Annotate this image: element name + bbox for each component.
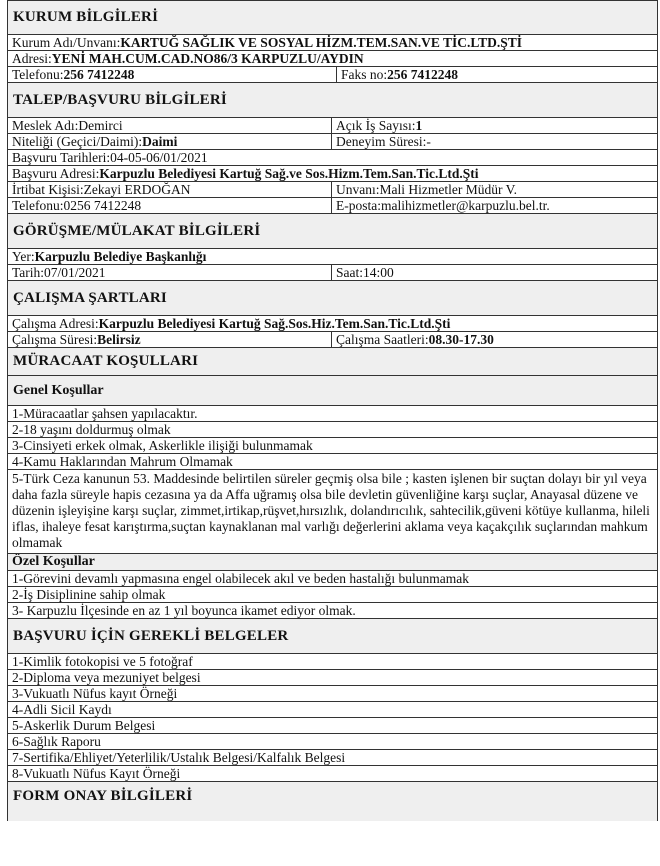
gorusme-saat: Saat:14:00	[331, 265, 657, 280]
section-title-text: MÜRACAAT KOŞULLARI	[13, 353, 199, 369]
ozel-kosullar-title	[7, 553, 658, 570]
section-gorusme-title	[7, 213, 658, 248]
belge-item	[7, 653, 658, 669]
belge-item-text: 5-Askerlik Durum Belgesi	[12, 718, 156, 733]
ozel-item	[7, 586, 658, 602]
gorusme-tarih: Tarih:07/01/2021	[12, 265, 106, 280]
section-talep-title	[7, 82, 658, 117]
kurum-adres-label: Adresi:	[12, 51, 52, 66]
ozel-item-text: 2-İş Disiplinine sahip olmak	[12, 587, 166, 602]
belge-item-text: 2-Diploma veya mezuniyet belgesi	[12, 670, 201, 685]
calisma-adres-row	[7, 315, 658, 331]
kurum-telefon-value: 256 7412248	[63, 67, 135, 82]
basvuru-adres-value: Karpuzlu Belediyesi Kartuğ Sağ.ve Sos.Hizm.Tem.San.Tic.Ltd.Şti	[99, 166, 479, 181]
section-kurum-title	[7, 0, 658, 34]
section-title-text: BAŞVURU İÇİN GEREKLİ BELGELER	[13, 627, 289, 644]
talep-nitelik-row	[7, 133, 658, 149]
section-title-text: FORM ONAY BİLGİLERİ	[13, 788, 193, 804]
subsection-title-text: Özel Koşullar	[12, 554, 95, 569]
yer-value: Karpuzlu Belediye Başkanlığı	[34, 249, 207, 264]
subsection-title-text: Genel Koşullar	[13, 382, 104, 398]
gorusme-tarih-row	[7, 264, 658, 280]
calisma-adres-label: Çalışma Adresi:	[12, 316, 99, 331]
belge-item	[7, 685, 658, 701]
genel-item	[7, 421, 658, 437]
belge-item-text: 6-Sağlık Raporu	[12, 734, 101, 749]
belge-item	[7, 669, 658, 685]
section-belgeler-title	[7, 618, 658, 653]
genel-item	[7, 405, 658, 421]
kurum-adres-row	[7, 50, 658, 66]
belge-item-text: 4-Adli Sicil Kaydı	[12, 702, 112, 717]
genel-item-5: 5-Türk Ceza kanunun 53. Maddesinde belirtilen süreler geçmiş olsa bile ; kasten işlenen bir suçtan dolayı bir yıl veya daha fazla süreyle hapis cezasına ya da Affa uğramış olsa bile devletin güvenliğine karşı suçlar, Anayasal düzene ve düzenin işleyişine karşı suçlar, zimmet,irtikap,rüşvet,hırsızlık, dolandırıcılık, sahtecilik,güveni kötüye kullanma, hileli iflas, ihaleye fesat karıştırma,suçtan kaynaklanan mal varlığı değerlerini aklama veya kaçakçılık suçlarından mahkum olmamak	[7, 469, 658, 553]
acik-is-value: 1	[415, 118, 423, 133]
ozel-item-text: 3- Karpuzlu İlçesinde en az 1 yıl boyunca ikamet ediyor olmak.	[12, 603, 356, 618]
application-form	[7, 0, 658, 821]
genel-item-text: 2-18 yaşını doldurmuş olmak	[12, 422, 171, 437]
talep-adres-row	[7, 165, 658, 181]
belge-item-text: 1-Kimlik fotokopisi ve 5 fotoğraf	[12, 654, 193, 669]
ozel-item	[7, 602, 658, 618]
belge-item-text: 7-Sertifika/Ehliyet/Yeterlilik/Ustalık Belgesi/Kalfalık Belgesi	[12, 750, 346, 765]
belge-item-text: 3-Vukuatlı Nüfus kayıt Örneği	[12, 686, 178, 701]
talep-meslek-row	[7, 117, 658, 133]
belge-item	[7, 765, 658, 781]
acik-is-label: Açık İş Sayısı:	[336, 118, 416, 133]
section-title-text: ÇALIŞMA ŞARTLARI	[13, 289, 167, 306]
belge-item	[7, 733, 658, 749]
talep-telefon: Telefonu:0256 7412248	[12, 198, 142, 213]
kurum-faks-label: Faks no:	[341, 67, 388, 82]
section-calisma-title	[7, 280, 658, 315]
talep-telefon-row	[7, 197, 658, 213]
section-muracaat-title	[7, 347, 658, 375]
talep-tarih-row	[7, 149, 658, 165]
kurum-adi-value: KARTUĞ SAĞLIK VE SOSYAL HİZM.TEM.SAN.VE TİC.LTD.ŞTİ	[120, 35, 523, 50]
calisma-saat-label: Çalışma Saatleri:	[336, 332, 429, 347]
kurum-adres-value: YENİ MAH.CUM.CAD.NO86/3 KARPUZLU/AYDIN	[51, 51, 364, 66]
ozel-item-text: 1-Görevini devamlı yapmasına engel olabilecek akıl ve beden hastalığı bulunmamak	[12, 571, 469, 586]
section-title-text: TALEP/BAŞVURU BİLGİLERİ	[13, 91, 227, 108]
belge-item	[7, 717, 658, 733]
irtibat-kisisi: İrtibat Kişisi:Zekayi ERDOĞAN	[12, 182, 191, 197]
ozel-item	[7, 570, 658, 586]
basvuru-adres-label: Başvuru Adresi:	[12, 166, 100, 181]
calisma-saat-value: 08.30-17.30	[428, 332, 494, 347]
gorusme-yer-row	[7, 248, 658, 264]
kurum-faks-value: 256 7412248	[387, 67, 459, 82]
kurum-telefon-label: Telefonu:	[12, 67, 64, 82]
belge-item	[7, 701, 658, 717]
kurum-telefon-row	[7, 66, 658, 82]
genel-item	[7, 437, 658, 453]
belge-item-text: 8-Vukuatlı Nüfus Kayıt Örneği	[12, 766, 181, 781]
genel-kosullar-title	[7, 375, 658, 405]
nitelik-label: Niteliği (Geçici/Daimi):	[12, 134, 143, 149]
kurum-adi-label: Kurum Adı/Unvanı:	[12, 35, 121, 50]
yer-label: Yer:	[12, 249, 35, 264]
section-title-text: KURUM BİLGİLERİ	[13, 9, 159, 25]
nitelik-value: Daimi	[142, 134, 178, 149]
belge-item	[7, 749, 658, 765]
kurum-adi-row	[7, 34, 658, 50]
calisma-sure-row	[7, 331, 658, 347]
genel-item-text: 1-Müracaatlar şahsen yapılacaktır.	[12, 406, 198, 421]
genel-item	[7, 453, 658, 469]
calisma-sure-value: Belirsiz	[97, 332, 141, 347]
talep-meslek: Meslek Adı:Demirci	[12, 118, 123, 133]
calisma-adres-value: Karpuzlu Belediyesi Kartuğ Sağ.Sos.Hiz.Tem.San.Tic.Ltd.Şti	[98, 316, 451, 331]
section-title-text: GÖRÜŞME/MÜLAKAT BİLGİLERİ	[13, 222, 261, 239]
basvuru-tarihleri: Başvuru Tarihleri:04-05-06/01/2021	[12, 150, 208, 165]
unvan: Unvanı:Mali Hizmetler Müdür V.	[331, 182, 657, 197]
genel-item-text: 3-Cinsiyeti erkek olmak, Askerlikle ilişiği bulunmamak	[12, 438, 313, 453]
section-form-onay-title	[7, 781, 658, 821]
deneyim-suresi: Deneyim Süresi:-	[331, 134, 657, 149]
calisma-sure-label: Çalışma Süresi:	[12, 332, 98, 347]
talep-eposta: E-posta:malihizmetler@karpuzlu.bel.tr.	[331, 198, 657, 213]
genel-item-text: 4-Kamu Haklarından Mahrum Olmamak	[12, 454, 233, 469]
talep-irtibat-row	[7, 181, 658, 197]
